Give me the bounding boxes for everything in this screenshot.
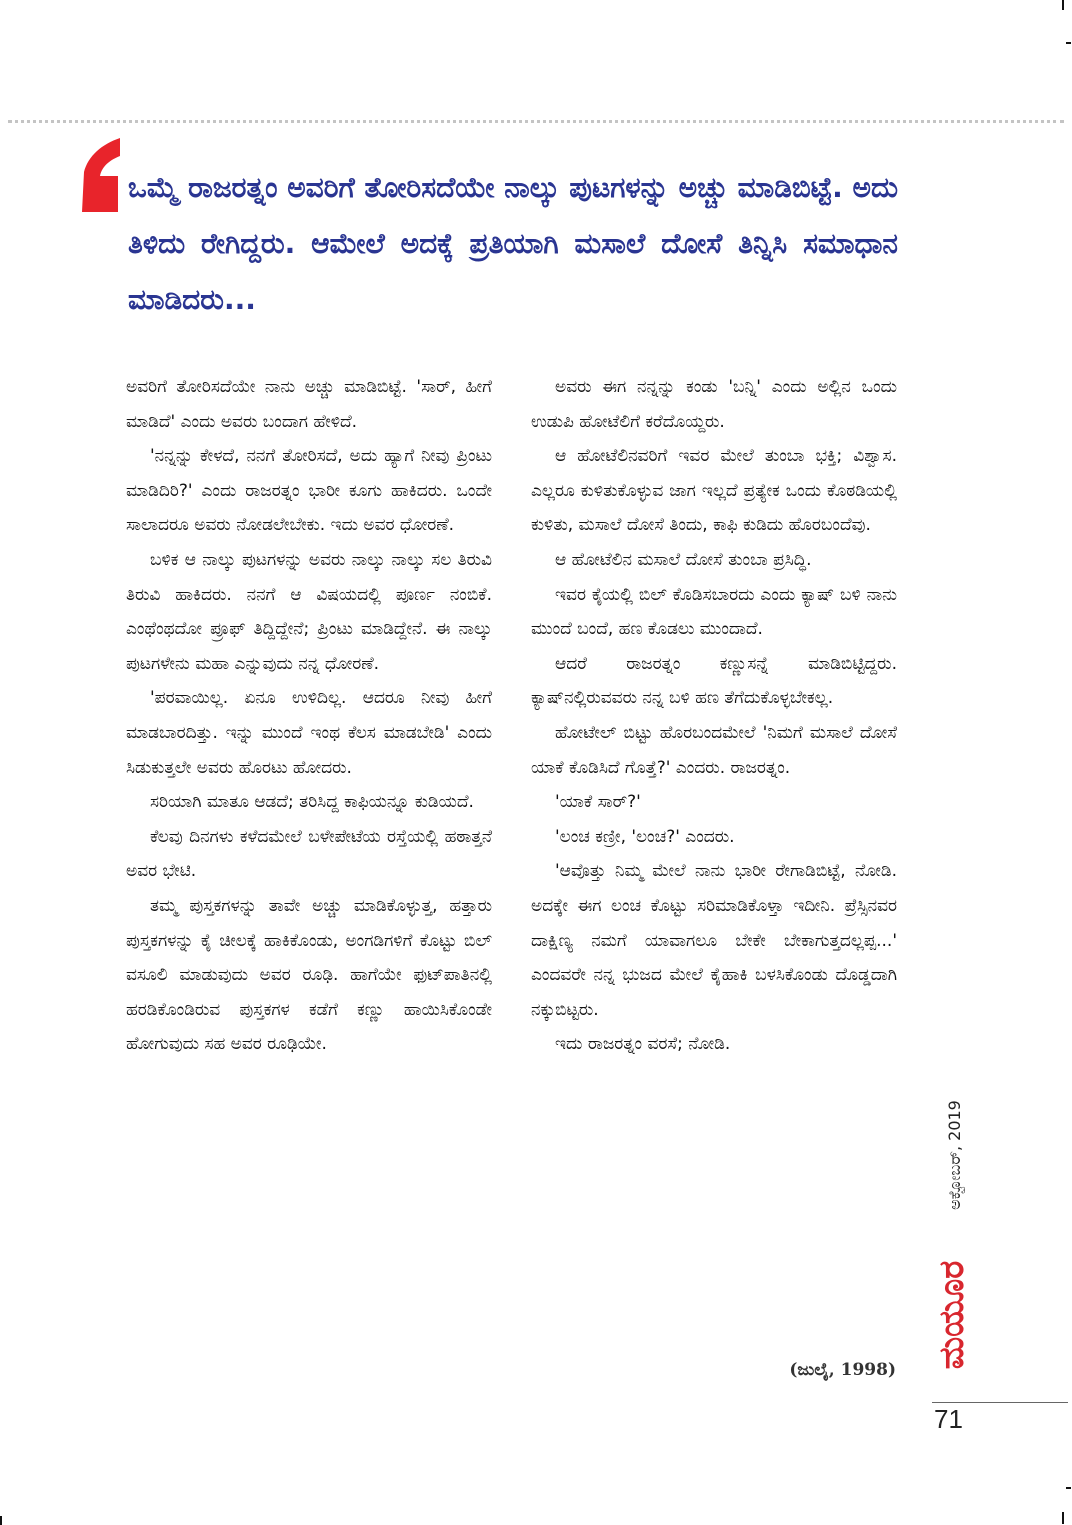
magazine-logo-text: ಮಯೂರ [932,1260,972,1370]
crop-mark [1062,1512,1064,1524]
source-note: (ಜುಲೈ, 1998) [789,1360,896,1380]
pull-quote: ಒಮ್ಮೆ ರಾಜರತ್ನಂ ಅವರಿಗೆ ತೋರಿಸದೆಯೇ ನಾಲ್ಕು ಪುಟಗಳನ್ನು ಅಚ್ಚು ಮಾಡಿಬಿಟ್ಟೆ. ಅದು ತಿಳಿದು ರೇಗಿದ್ದರು. ಆಮೇಲೆ ಅದಕ್ಕೆ ಪ್ರತಿಯಾಗಿ ಮಸಾಲೆ ದೋಸೆ ತಿನ್ನಿಸಿ ಸಮಾಧಾನ ಮಾಡಿದರು... [128,171,898,316]
magazine-logo [930,1245,974,1385]
footer-rule [932,1402,1068,1403]
paragraph: ಆ ಹೋಟೆಲಿನ ಮಸಾಲೆ ದೋಸೆ ತುಂಬಾ ಪ್ರಸಿದ್ಧಿ. [555,549,812,570]
paragraph: ಸರಿಯಾಗಿ ಮಾತೂ ಆಡದೆ; ತರಿಸಿದ್ದ ಕಾಫಿಯನ್ನೂ ಕುಡಿಯದೆ. [150,792,474,813]
paragraph: 'ಆವೊತ್ತು ನಿಮ್ಮ ಮೇಲೆ ನಾನು ಭಾರೀ ರೇಗಾಡಿಬಿಟ್ಟೆ, ನೋಡಿ. ಅದಕ್ಕೇ ಈಗ ಲಂಚ ಕೊಟ್ಟು ಸರಿಮಾಡಿಕೊಳ್ತಾ ಇದೀನಿ. ಪ್ರೆಸ್ಸಿನವರ ದಾಕ್ಷಿಣ್ಯ ನಮಗೆ ಯಾವಾಗಲೂ ಬೇಕೇ ಬೇಕಾಗುತ್ತದಲ್ಲಪ್ಪ...' ಎಂದವರೇ ನನ್ನ ಭುಜದ ಮೇಲೆ ಕೈಹಾಕಿ ಬಳಸಿಕೊಂಡು ದೊಡ್ಡದಾಗಿ ನಕ್ಕುಬಿಟ್ಟರು. [531,861,897,1020]
article-column-left [126,370,492,1062]
dotted-divider [8,120,1064,123]
paragraph: ಇದು ರಾಜರತ್ನಂ ವರಸೆ; ನೋಡಿ. [555,1034,731,1055]
paragraph: ಇವರ ಕೈಯಲ್ಲಿ ಬಿಲ್ ಕೊಡಿಸಬಾರದು ಎಂದು ಕ್ಯಾಷ್ ಬಳಿ ನಾನು ಮುಂದೆ ಬಂದೆ, ಹಣ ಕೊಡಲು ಮುಂದಾದೆ. [531,584,897,640]
crop-mark [1062,0,1064,10]
paragraph: ಆ ಹೋಟೆಲಿನವರಿಗೆ ಇವರ ಮೇಲೆ ತುಂಬಾ ಭಕ್ತಿ; ವಿಶ್ವಾಸ. ಎಲ್ಲರೂ ಕುಳಿತುಕೊಳ್ಳುವ ಜಾಗ ಇಲ್ಲದೆ ಪ್ರತ್ಯೇಕ ಒಂದು ಕೊಠಡಿಯಲ್ಲಿ ಕುಳಿತು, ಮಸಾಲೆ ದೋಸೆ ತಿಂದು, ಕಾಫಿ ಕುಡಿದು ಹೊರಬಂದೆವು. [531,446,897,536]
paragraph: 'ಯಾಕೆ ಸಾರ್?' [555,792,641,813]
paragraph: ಬಳಿಕ ಆ ನಾಲ್ಕು ಪುಟಗಳನ್ನು ಅವರು ನಾಲ್ಕು ನಾಲ್ಕು ಸಲ ತಿರುವಿ ತಿರುವಿ ಹಾಕಿದರು. ನನಗೆ ಆ ವಿಷಯದಲ್ಲಿ ಪೂರ್ಣ ನಂಬಿಕೆ. ಎಂಥೆಂಥದೋ ಪ್ರೂಫ್ ತಿದ್ದಿದ್ದೇನೆ; ಪ್ರಿಂಟು ಮಾಡಿದ್ದೇನೆ. ಈ ನಾಲ್ಕು ಪುಟಗಳೇನು ಮಹಾ ಎನ್ನುವುದು ನನ್ನ ಧೋರಣೆ. [126,549,492,674]
paragraph: ತಮ್ಮ ಪುಸ್ತಕಗಳನ್ನು ತಾವೇ ಅಚ್ಚು ಮಾಡಿಕೊಳ್ಳುತ್ತ, ಹತ್ತಾರು ಪುಸ್ತಕಗಳನ್ನು ಕೈ ಚೀಲಕ್ಕೆ ಹಾಕಿಕೊಂಡು, ಅಂಗಡಿಗಳಿಗೆ ಕೊಟ್ಟು ಬಿಲ್ ವಸೂಲಿ ಮಾಡುವುದು ಅವರ ರೂಢಿ. ಹಾಗೆಯೇ ಫುಟ್‌ಪಾತಿನಲ್ಲಿ ಹರಡಿಕೊಂಡಿರುವ ಪುಸ್ತಕಗಳ ಕಡೆಗೆ ಕಣ್ಣು ಹಾಯಿಸಿಕೊಂಡೇ ಹೋಗುವುದು ಸಹ ಅವರ ರೂಢಿಯೇ. [126,895,492,1055]
issue-date-text: ಅಕ್ಟೋಬರ್, 2019 [945,1100,965,1210]
paragraph: 'ಪರವಾಯಿಲ್ಲ. ಏನೂ ಉಳಿದಿಲ್ಲ. ಆದರೂ ನೀವು ಹೀಗೆ ಮಾಡಬಾರದಿತ್ತು. ಇನ್ನು ಮುಂದೆ ಇಂಥ ಕೆಲಸ ಮಾಡಬೇಡಿ' ಎಂದು ಸಿಡುಕುತ್ತಲೇ ಅವರು ಹೊರಟು ಹೋದರು. [126,688,492,778]
paragraph: ಕೆಲವು ದಿನಗಳು ಕಳೆದಮೇಲೆ ಬಳೇಪೇಟೆಯ ರಸ್ತೆಯಲ್ಲಿ ಹಠಾತ್ತನೆ ಅವರ ಭೇಟಿ. [126,826,492,882]
crop-mark [1066,1487,1071,1489]
paragraph: ಅವರು ಈಗ ನನ್ನನ್ನು ಕಂಡು 'ಬನ್ನಿ' ಎಂದು ಅಲ್ಲಿನ ಒಂದು ಉಡುಪಿ ಹೋಟೆಲಿಗೆ ಕರೆದೊಯ್ದರು. [531,377,897,432]
quote-mark-icon [78,136,122,216]
article-column-right [531,370,897,1062]
paragraph: ಅವರಿಗೆ ತೋರಿಸದೆಯೇ ನಾನು ಅಚ್ಚು ಮಾಡಿಬಿಟ್ಟೆ. 'ಸಾರ್, ಹೀಗೆ ಮಾಡಿದೆ' ಎಂದು ಅವರು ಬಂದಾಗ ಹೇಳಿದೆ. [126,377,492,432]
paragraph: ಆದರೆ ರಾಜರತ್ನಂ ಕಣ್ಣುಸನ್ನೆ ಮಾಡಿಬಿಟ್ಟಿದ್ದರು. ಕ್ಯಾಷ್‌ನಲ್ಲಿರುವವರು ನನ್ನ ಬಳಿ ಹಣ ತೆಗೆದುಕೊಳ್ಳಬೇಕಲ್ಲ. [531,653,897,709]
paragraph: 'ನನ್ನನ್ನು ಕೇಳದೆ, ನನಗೆ ತೋರಿಸದೆ, ಅದು ಹ್ಯಾಗೆ ನೀವು ಪ್ರಿಂಟು ಮಾಡಿದಿರಿ?' ಎಂದು ರಾಜರತ್ನಂ ಭಾರೀ ಕೂಗು ಹಾಕಿದರು. ಒಂದೇ ಸಾಲಾದರೂ ಅವರು ನೋಡಲೇಬೇಕು. ಇದು ಅವರ ಧೋರಣೆ. [126,446,492,536]
crop-mark [0,1516,2,1525]
paragraph: 'ಲಂಚ ಕಣ್ರೀ, 'ಲಂಚ?' ಎಂದರು. [555,826,735,847]
issue-date [935,1070,975,1240]
page-number: 71 [934,1404,963,1434]
paragraph: ಹೋಟೇಲ್ ಬಿಟ್ಟು ಹೊರಬಂದಮೇಲೆ 'ನಿಮಗೆ ಮಸಾಲೆ ದೋಸೆ ಯಾಕೆ ಕೊಡಿಸಿದೆ ಗೊತ್ತೆ?' ಎಂದರು. ರಾಜರತ್ನಂ. [531,722,897,778]
crop-mark [1066,42,1071,44]
